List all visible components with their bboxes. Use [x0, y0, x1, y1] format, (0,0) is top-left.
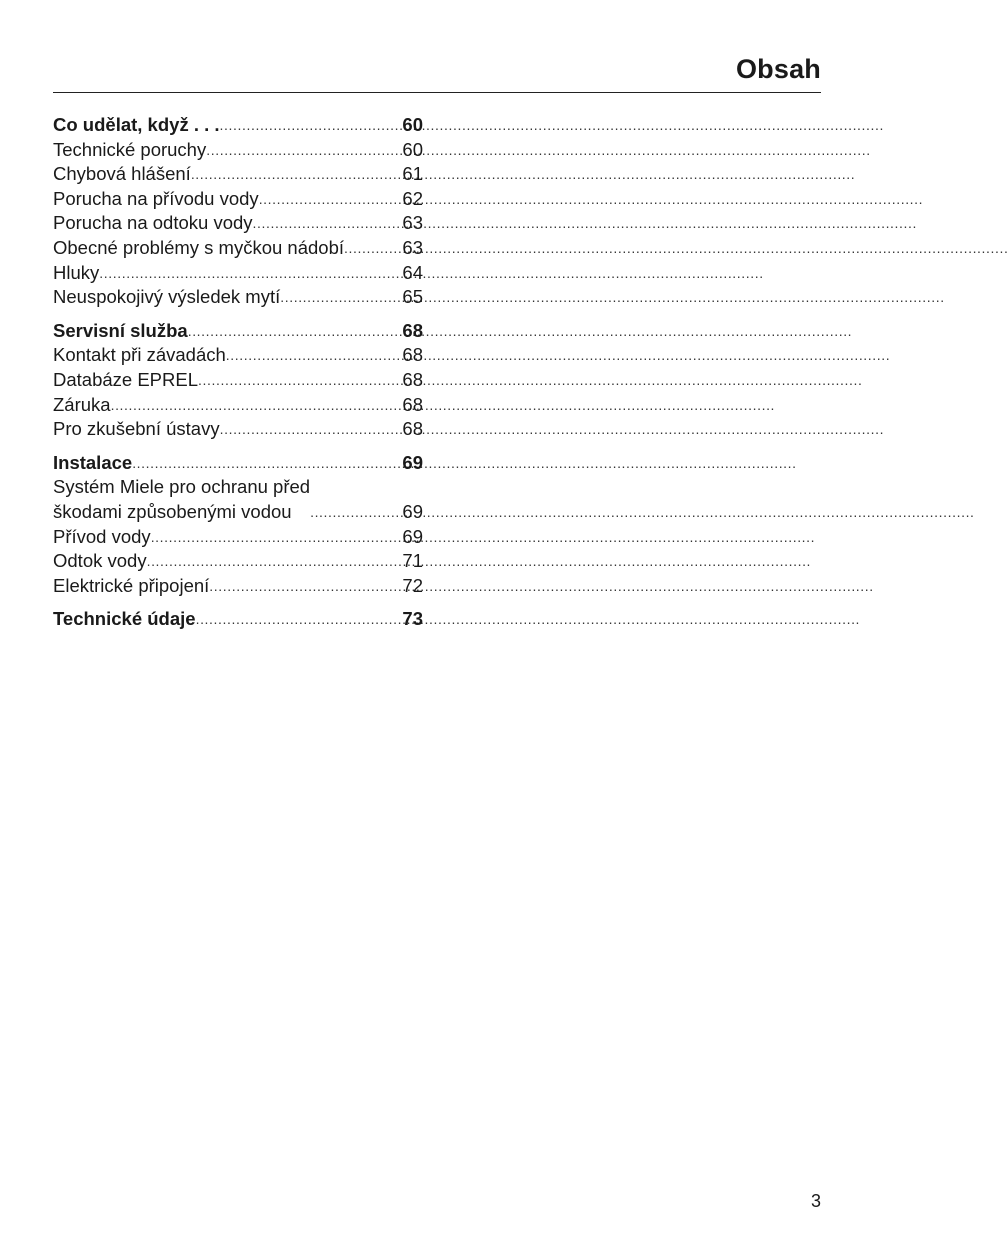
toc-page-number: 68	[402, 418, 423, 440]
toc-page-number: 65	[402, 286, 423, 308]
toc-page-number: 69	[402, 500, 423, 522]
toc-item-label: Záruka	[53, 393, 111, 415]
toc-page-number: 68	[402, 393, 423, 415]
toc-leader-dots	[220, 417, 381, 442]
toc-page-number: 68	[402, 319, 423, 341]
toc-page-number: 71	[402, 550, 423, 572]
toc-item[interactable]	[53, 417, 423, 442]
toc-heading-label: Technické údaje	[53, 608, 196, 630]
toc-leader-dots	[196, 607, 381, 632]
toc-section-service	[53, 319, 423, 442]
toc-item-label: Pro zkušební ústavy	[53, 418, 220, 440]
toc-page-number: 60	[402, 114, 423, 135]
toc-item-label: Odtok vody	[53, 550, 147, 572]
toc-item-label: Neuspokojivý výsledek mytí	[53, 286, 281, 308]
toc-page-number: 69	[402, 525, 423, 547]
toc-leader-dots	[310, 500, 381, 525]
toc-item[interactable]	[53, 211, 423, 236]
toc-item-label-line1: Systém Miele pro ochranu před	[53, 476, 311, 498]
toc-page-number: 63	[402, 212, 423, 234]
toc-leader-dots	[188, 319, 381, 344]
page-title: Obsah	[735, 54, 821, 84]
toc-section-troubleshooting	[53, 113, 423, 310]
toc-leader-dots	[99, 261, 381, 286]
toc-page-number: 69	[402, 451, 423, 473]
toc-leader-dots	[147, 549, 381, 574]
toc-leader-dots	[226, 343, 381, 368]
page-number: 3	[810, 1191, 821, 1211]
toc-heading-service[interactable]	[53, 319, 423, 344]
toc-item[interactable]	[53, 285, 423, 310]
toc-page-number: 73	[402, 608, 423, 630]
toc-leader-dots	[206, 138, 381, 163]
toc-leader-dots	[191, 162, 381, 187]
toc-heading-label: Instalace	[53, 451, 133, 473]
toc-item-label: Obecné problémy s myčkou nádobí	[53, 236, 345, 258]
toc-heading-technical-data[interactable]	[53, 607, 423, 632]
toc-leader-dots	[132, 451, 381, 476]
toc-page-number: 68	[402, 344, 423, 366]
toc-item[interactable]	[53, 261, 423, 286]
toc-item-label	[53, 475, 310, 524]
toc-section-technical-data	[53, 607, 423, 632]
toc-item-label: Porucha na přívodu vody	[53, 187, 259, 209]
toc-leader-dots	[111, 393, 381, 418]
toc-item-label: Hluky	[53, 261, 100, 283]
toc-leader-dots	[198, 368, 381, 393]
toc-page-number: 72	[402, 574, 423, 596]
toc-page-number: 62	[402, 187, 423, 209]
toc-item-label: Porucha na odtoku vody	[53, 212, 253, 234]
toc-item-label: Kontakt při závadách	[53, 344, 226, 366]
toc-item-label: Elektrické připojení	[53, 574, 210, 596]
toc-item[interactable]	[53, 368, 423, 393]
toc-item-label: Přívod vody	[53, 525, 151, 547]
toc-item[interactable]	[53, 393, 423, 418]
toc-page-number: 60	[402, 138, 423, 160]
toc-item-multiline[interactable]	[53, 475, 423, 524]
toc-page-number: 63	[402, 236, 423, 258]
toc-leader-dots	[151, 525, 381, 550]
toc-item[interactable]	[53, 525, 423, 550]
page-header	[53, 52, 821, 93]
toc-page-number: 64	[402, 261, 423, 283]
toc-leader-dots	[253, 211, 381, 236]
toc-leader-dots	[280, 285, 381, 310]
toc-section-installation	[53, 451, 423, 599]
toc-leader-dots	[259, 187, 381, 212]
toc-item[interactable]	[53, 187, 423, 212]
toc-item[interactable]	[53, 343, 423, 368]
toc-leader-dots	[220, 113, 381, 138]
toc-item[interactable]	[53, 236, 423, 261]
toc-item[interactable]	[53, 574, 423, 599]
toc-heading-label: Co udělat, když . . .	[53, 114, 220, 135]
toc-item[interactable]	[53, 549, 423, 574]
toc-item[interactable]	[53, 162, 423, 187]
toc-heading-label: Servisní služba	[53, 319, 188, 341]
toc-leader-dots	[209, 574, 381, 599]
toc-item[interactable]	[53, 138, 423, 163]
toc-item-label-line2: škodami způsobenými vodou	[53, 500, 292, 522]
toc-heading-installation[interactable]	[53, 451, 423, 476]
toc-page-number: 68	[402, 368, 423, 390]
toc-item-label: Databáze EPREL	[53, 368, 199, 390]
toc-item-label: Chybová hlášení	[53, 163, 191, 185]
toc-heading-troubleshooting[interactable]	[53, 113, 423, 138]
toc-page-number: 61	[402, 163, 423, 185]
toc-leader-dots	[344, 236, 381, 261]
toc-item-label: Technické poruchy	[53, 138, 207, 160]
table-of-contents	[53, 113, 423, 641]
